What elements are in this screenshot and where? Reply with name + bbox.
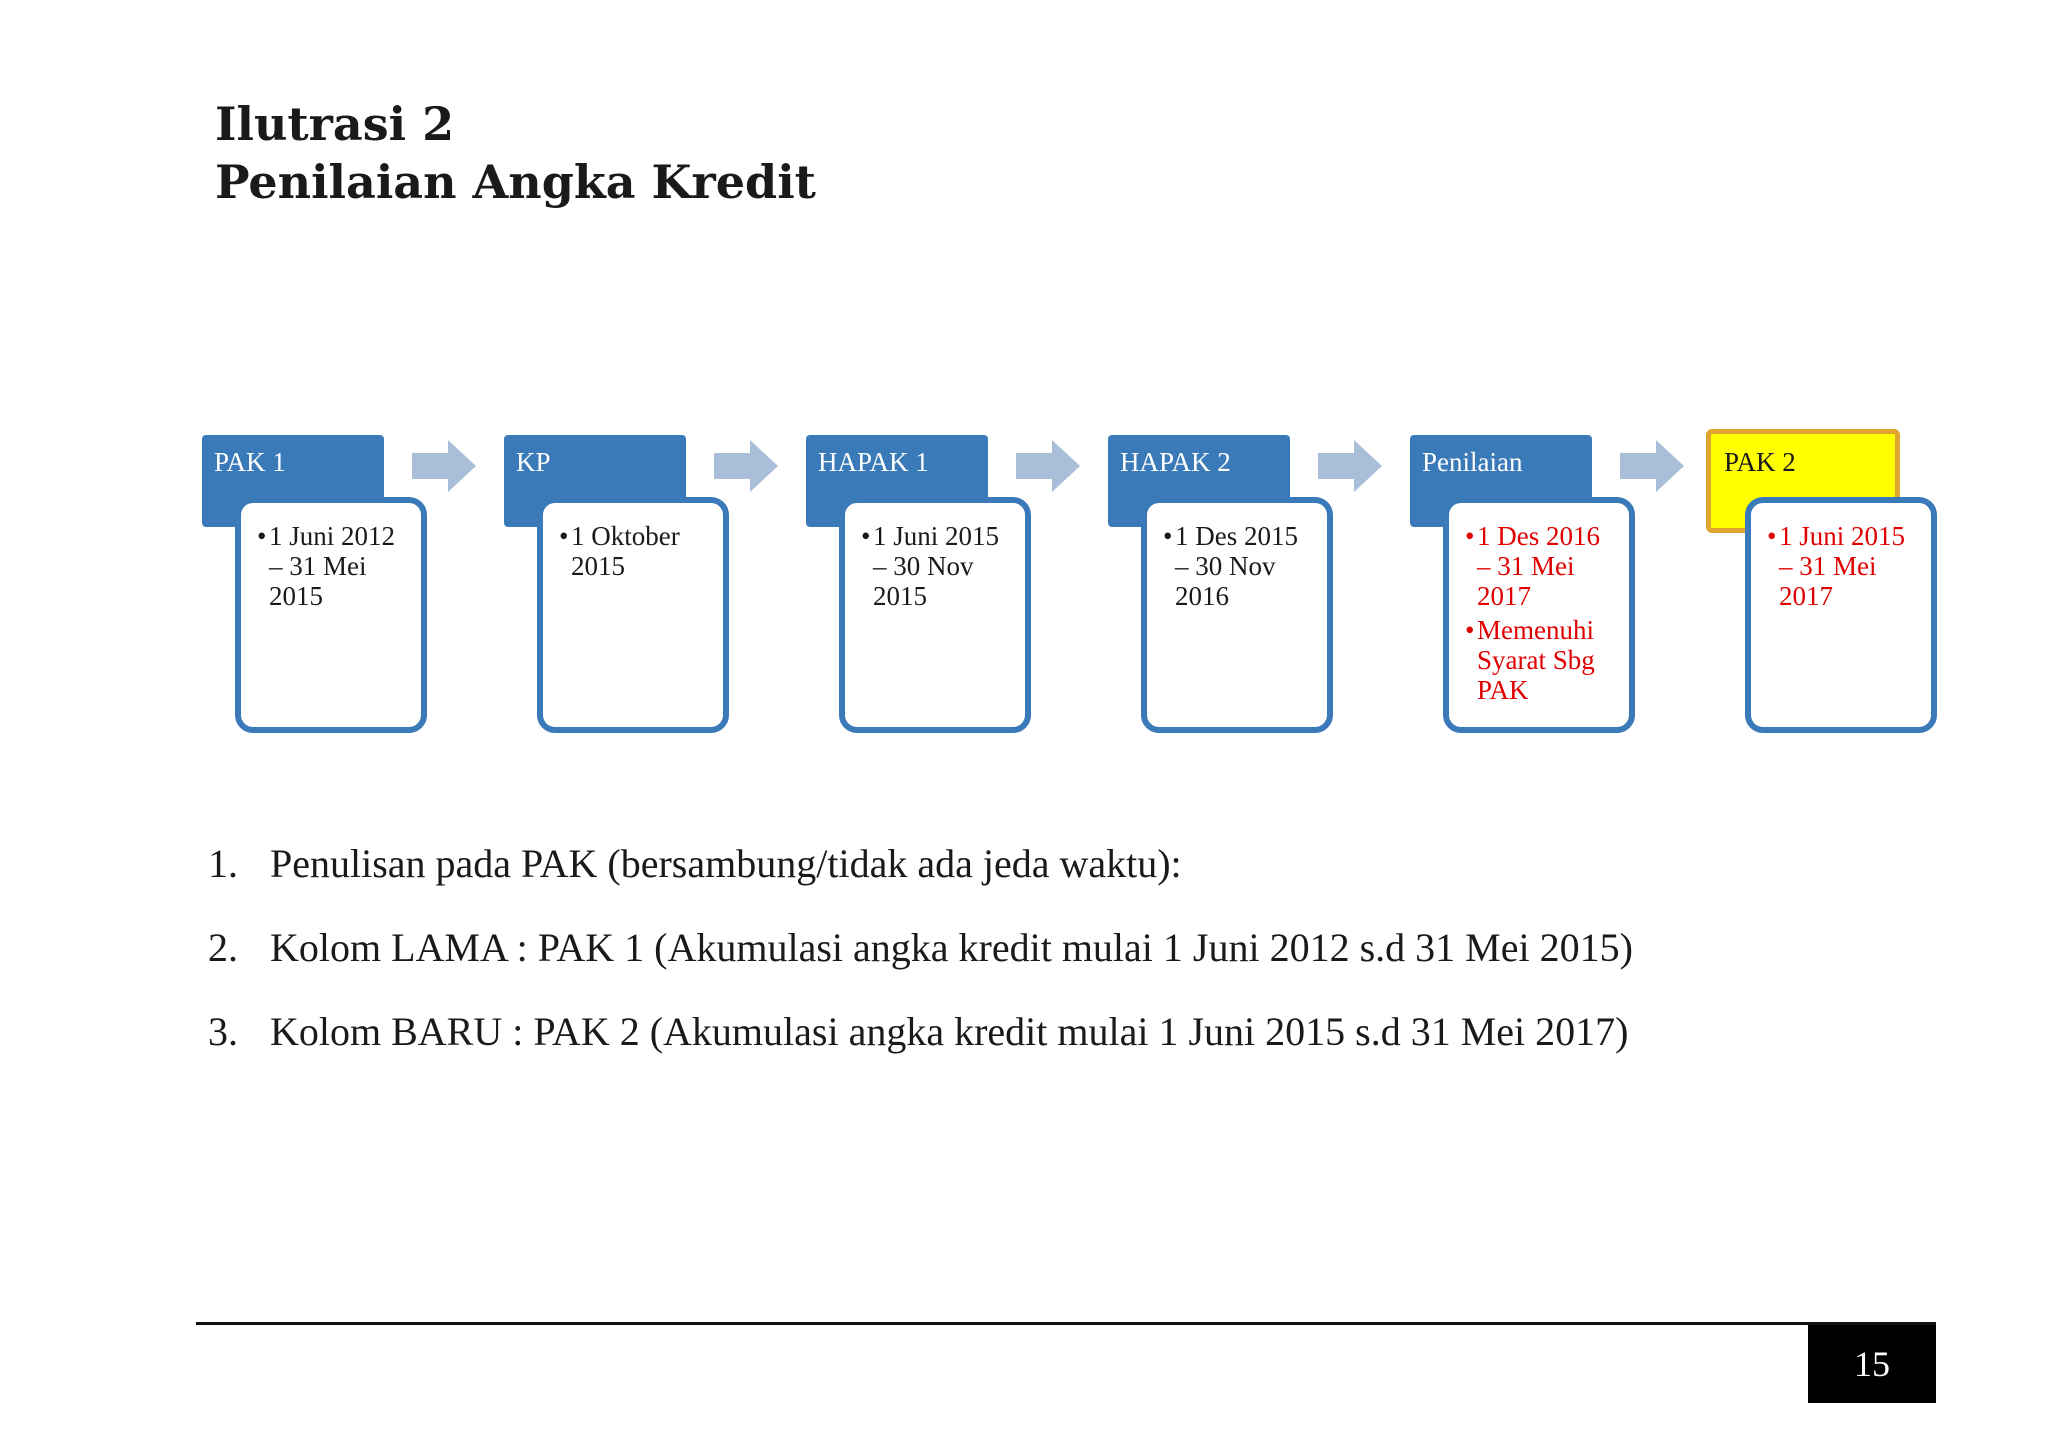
list-number: 1. bbox=[208, 841, 238, 886]
step-label: PAK 2 bbox=[1706, 429, 1900, 533]
step-bullet: • 1 Juni 2015 – 31 Mei 2017 bbox=[1767, 521, 1917, 611]
step-label: Penilaian bbox=[1410, 435, 1592, 527]
step-detail-box bbox=[537, 497, 729, 733]
arrow-right-icon bbox=[714, 440, 778, 492]
arrow-right-icon bbox=[412, 440, 476, 492]
step-label: KP bbox=[504, 435, 686, 527]
list-text: Kolom BARU : PAK 2 (Akumulasi angka kredit mulai 1 Juni 2015 s.d 31 Mei 2017) bbox=[270, 1009, 1629, 1054]
arrow-right-icon bbox=[1318, 440, 1382, 492]
slide-title bbox=[215, 95, 816, 211]
step-detail-box bbox=[1141, 497, 1333, 733]
list-number: 2. bbox=[208, 925, 238, 970]
step-detail-box bbox=[1443, 497, 1635, 733]
list-item bbox=[208, 1008, 1908, 1092]
list-item bbox=[208, 840, 1908, 924]
arrow-right-icon bbox=[1620, 440, 1684, 492]
step-bullet: • 1 Juni 2012 – 31 Mei 2015 bbox=[257, 521, 407, 611]
list-number: 3. bbox=[208, 1009, 238, 1054]
arrow-right-icon bbox=[1016, 440, 1080, 492]
step-detail-box bbox=[839, 497, 1031, 733]
list-item bbox=[208, 924, 1908, 1008]
notes-list bbox=[208, 840, 1908, 1092]
slide-title-line2: Penilaian Angka Kredit bbox=[215, 155, 816, 209]
step-detail-box bbox=[235, 497, 427, 733]
step-bullet: • 1 Oktober 2015 bbox=[559, 521, 709, 581]
process-step-pak2 bbox=[1712, 435, 2048, 735]
page-number: 15 bbox=[1808, 1325, 1936, 1403]
footer-divider bbox=[196, 1322, 1936, 1325]
slide-title-line1: Ilutrasi 2 bbox=[215, 97, 455, 151]
step-bullet: • Memenuhi Syarat Sbg PAK bbox=[1465, 615, 1615, 705]
step-bullet: • 1 Des 2015 – 30 Nov 2016 bbox=[1163, 521, 1313, 611]
list-text: Penulisan pada PAK (bersambung/tidak ada jeda waktu): bbox=[270, 841, 1182, 886]
step-label: HAPAK 2 bbox=[1108, 435, 1290, 527]
step-detail-box bbox=[1745, 497, 1937, 733]
step-bullet: • 1 Des 2016 – 31 Mei 2017 bbox=[1465, 521, 1615, 611]
list-text: Kolom LAMA : PAK 1 (Akumulasi angka kredit mulai 1 Juni 2012 s.d 31 Mei 2015) bbox=[270, 925, 1633, 970]
step-label: HAPAK 1 bbox=[806, 435, 988, 527]
step-label: PAK 1 bbox=[202, 435, 384, 527]
step-bullet: • 1 Juni 2015 – 30 Nov 2015 bbox=[861, 521, 1011, 611]
